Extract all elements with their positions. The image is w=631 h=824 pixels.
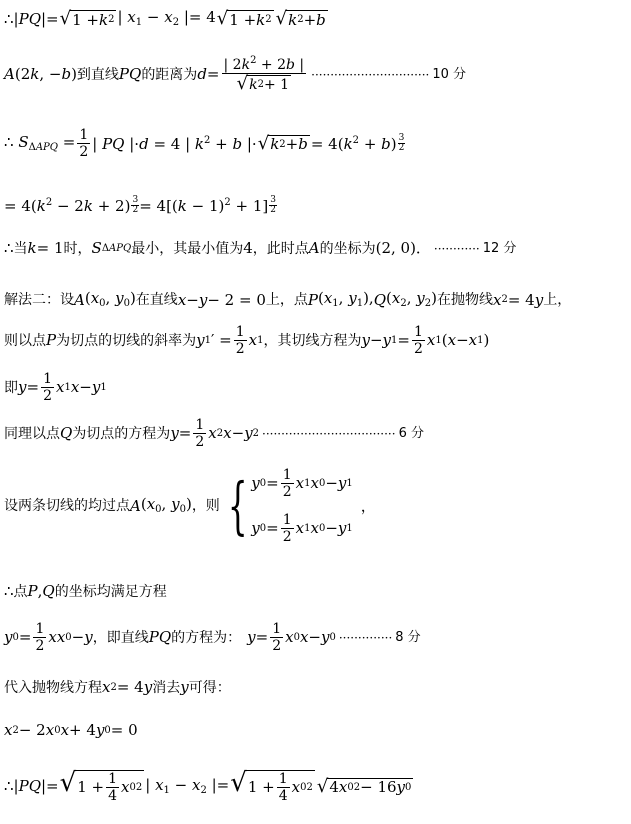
quadratic-eq: x 2 − 2 x 0 x + 4 y 0 = 0 [4, 721, 138, 739]
system-brace: { [227, 469, 248, 542]
line-pq-eq: y 0 = $\frac{1}{2}$ x x 0 − y ，即直线 PQ 的方程为： y = $\frac{1}{2}$ x 0 x − y 0 ·············· 8 分 [4, 621, 421, 654]
point-label: ，此时点 [252, 240, 309, 257]
substitute-label3: 可得： [188, 679, 231, 696]
score-12: 12 分 [482, 241, 517, 256]
ji-label: 即 [4, 379, 18, 396]
tangent-eq-2: 同理以点 Q 为切点的方程为 y = $\frac{1}{2}$ x 2 x − y 2 ··································· 6 分 [4, 417, 424, 450]
tangent-label3: ，其切线方程为 [263, 332, 362, 349]
similarly-label2: 为切点的方程为 [72, 425, 171, 442]
eq-area-2: = $4(k^2 - 2k + 2)$ $\frac{3}{2}$ = $4[(k - 1)^2 + 1]$ 3 2 [4, 195, 276, 215]
parabola-label2: 上， [543, 292, 572, 308]
both-label: 设两条切线的均过点 [4, 498, 130, 514]
score-6: 6 分 [398, 426, 424, 441]
min-label: 最小，其最小值为 [131, 240, 244, 257]
tangent-label: 则以点 [4, 332, 46, 349]
eq-area-1: ∴ $S_{\Delta APQ}$ = $\frac{1}{2}$ | PQ |·d = 4 | $k^2 + b$ |· √ k 2 + b = $4(k^2 + b)$ 3 2 [4, 127, 405, 160]
substitute-label2: 消去 [152, 679, 181, 696]
coords-satisfy-label: 点 [13, 583, 28, 600]
eq-min-area: ∴ 当 k = 1 时， S ΔAPQ 最小，其最小值为 4 ，此时点 A 的坐标为 (2, 0)． ············ 12 分 [4, 239, 517, 257]
method2-label: 解法二：设 [4, 292, 74, 308]
method2-setup: 解法二：设 A ($x_0$, $y_0$) 在直线 x − y − 2 = 0 上，点 P ($x_1$, $y_1$), Q ($x_2$, $y_2$) 在抛物线 x 2 = 4 y 上， [4, 289, 572, 309]
tangent-label2: 为切点的切线的斜率为 [56, 332, 197, 349]
on-line-label: 在直线 [135, 292, 178, 308]
similarly-label: 同理以点 [4, 425, 60, 442]
then-label: ，则 [191, 498, 220, 514]
dist-label: 到直线 [76, 66, 119, 83]
line-pq-label2: 的方程为： [171, 629, 242, 646]
dist-label2: 的距离为 [141, 66, 198, 83]
coords-satisfy-label2: 的坐标均满足方程 [54, 583, 167, 600]
parabola-label: 在抛物线 [436, 292, 493, 308]
tangent-system: 设两条切线的均过点 A ($x_0$, $y_0$) ，则 { y 0 = $\frac{1}{2}$ x 1 x 0 − y 1 y 0 = $\frac{1}{2}$ x 1 x 0 − y 1 ， [4, 467, 376, 545]
tangent-eq-1: 即 y = $\frac{1}{2}$ x 1 x − y 1 [4, 371, 107, 404]
tangent-slope: 则以点 P 为切点的切线的斜率为 y 1 ′ = $\frac{1}{2}$ x 1 ，其切线方程为 y − y 1 = $\frac{1}{2}$ x 1 ( x − x 1 ) [4, 324, 490, 357]
score-8: 8 分 [395, 630, 421, 645]
substitute: 代入抛物线方程 x 2 = 4 y 消去 y 可得： [4, 678, 231, 696]
coord-label: 的坐标为 [319, 240, 376, 257]
eq-pq-length-1: ∴| PQ |= √ 1 + k 2 | $x_1 - x_2$ |= 4 √ 1 + k 2 √ k 2 + b [4, 8, 326, 29]
score-10: 10 分 [432, 67, 467, 82]
substitute-label: 代入抛物线方程 [4, 679, 102, 696]
when-label2: 时， [63, 240, 92, 257]
when-label: 当 [13, 240, 28, 257]
line-pq-label: ，即直线 [92, 629, 149, 646]
coords-satisfy: ∴ 点 P , Q 的坐标均满足方程 [4, 582, 167, 600]
on-line-label2: 上，点 [265, 292, 308, 308]
eq-pq-length-2: ∴| PQ |= √ 1 + $\frac{1}{4}$ x 0 2 | $x_1 - x_2$ |= √ 1 + $\frac{1}{4}$ x 0 2 √ 4 x 0 2 − 16 y 0 [4, 768, 412, 804]
eq-distance: A (2k, −b) 到直线 PQ 的距离为 d = | $2k^2 + 2b$ | √ k 2 + 1 ······························· 10 分 [4, 55, 467, 94]
